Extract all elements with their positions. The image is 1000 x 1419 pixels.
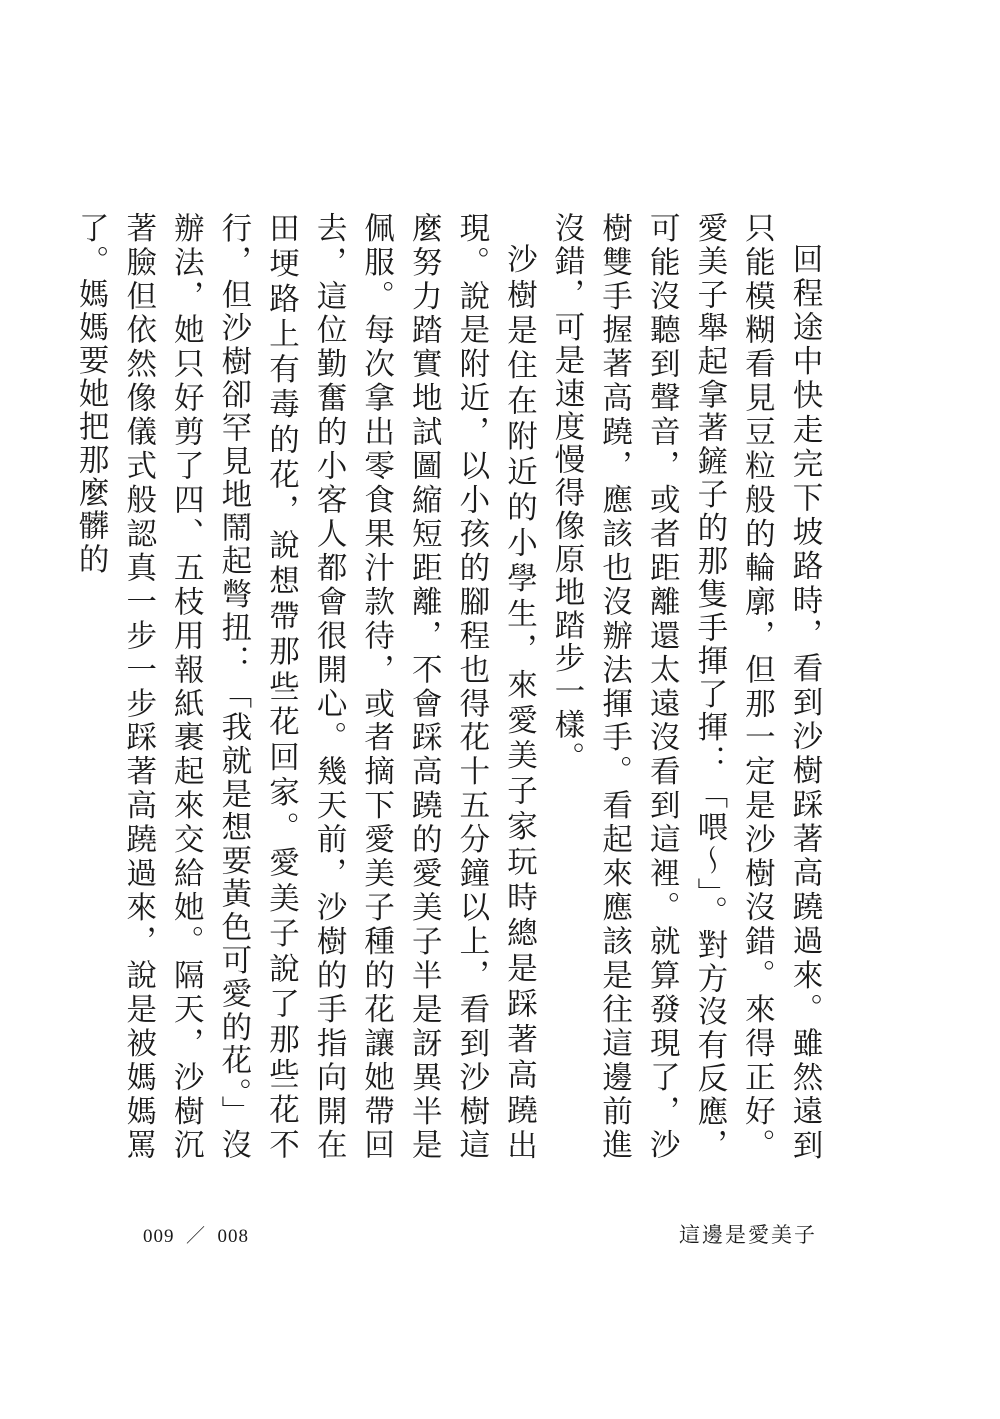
page-numbers: 009 ／ 008 xyxy=(143,1226,250,1247)
paragraph-2: 沙樹是住在附近的小學生，來愛美子家玩時總是踩著高蹺出現。說是附近，以小孩的腳程也得花十五分鐘以上，看到沙樹這麼努力踏實地試圖縮短距離，不會踩高蹺的愛美子半是訝異半是佩服。每次拿出零食果汁款待，或者摘下愛美子種的花讓她帶回去，這位勤奮的小客人都會很開心。幾天前，沙樹的手指向開在田埂路上有毒的花，說想帶那些花回家。愛美子說了那些花不行，但沙樹卻罕見地鬧起彆扭：「我就是想要黃色可愛的花。」沒辦法，她只好剪了四、五枝用報紙裹起來交給她。隔天，沙樹沉著臉但依然像儀式般認真一步一步踩著高蹺過來，說是被媽媽罵了。媽媽要她把那麼髒的 xyxy=(73,212,537,1162)
vertical-text-body xyxy=(73,212,828,1162)
paragraph-1: 回程途中快走完下坡路時，看到沙樹踩著高蹺過來。雖然遠到只能模糊看見豆粒般的輪廓，但那一定是沙樹沒錯。來得正好。愛美子舉起拿著鏟子的那隻手揮了揮：「喂～」。對方沒有反應，可能沒聽到聲音，或者距離還太遠沒看到這裡。就算發現了，沙樹雙手握著高蹺，應該也沒辦法揮手。看起來應該是往這邊前進沒錯，可是速度慢得像原地踏步一樣。 xyxy=(549,212,822,1162)
running-book-title: 這邊是愛美子 xyxy=(679,1223,817,1247)
